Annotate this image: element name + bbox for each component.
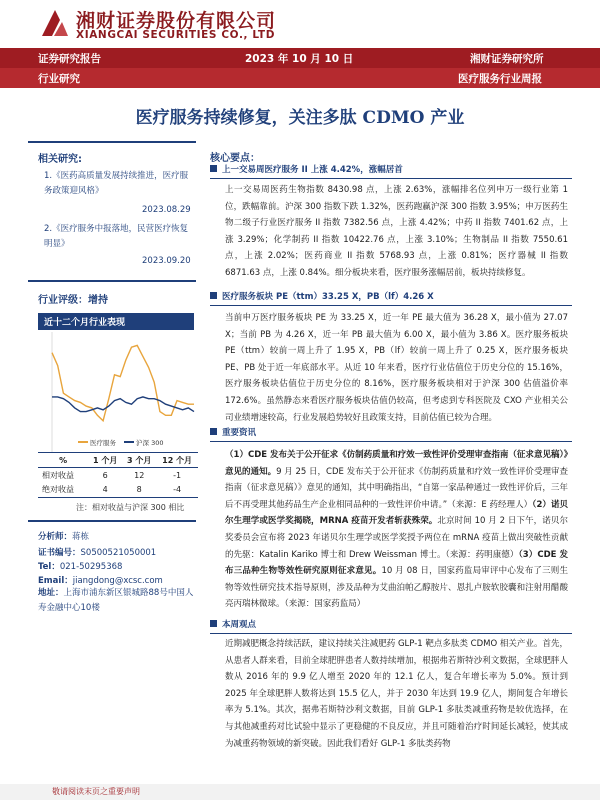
bullet-square-icon [210, 292, 217, 299]
news-body: 9 月 25 日，CDE 发布关于公开征求《仿制药质量和疗效一致性评价受理审查指南（征求意见稿）》意见的通知，其中明确指出，“自第一家品种通过一致性评价后，三年后不再受理其他药品生产企业相同品种的一致性评价申请。”（来源：E 药经理人） [225, 466, 568, 510]
table-cell: 8 [122, 483, 156, 498]
line-chart [38, 332, 198, 452]
table-cell: -1 [173, 470, 182, 480]
section-title: 医疗服务板块 PE（ttm）33.25 X，PB（lf）4.26 X [222, 292, 434, 302]
news-headline: （1）CDE 发布关于公开征求《仿制药质量和疗效一致性评价受理审查指南（征求意见稿）》意见的通知。 [225, 450, 568, 477]
table-note: 注：相对收益与沪深 300 相比 [76, 503, 185, 512]
email-label: Email： [38, 576, 73, 586]
performance-table [38, 452, 198, 498]
cert-label: 证书编号： [38, 548, 81, 558]
paragraph-weekly-review: 上一交易周医药生物指数 8430.98 点，上涨 2.63%，涨幅排名位列申万一级行业第 1 位，跌幅靠前。沪深 300 指数下跌 1.32%，医药跑赢沪深 300 指数 3.95%；申万医药生物二级子行业医疗服务 II 指数 7382.56 点，上涨 4.42%；中药 II 指数 7401.62 点，上涨 3.29%；化学制药 II 指数 10422.76 点，上涨 3.10%；生物制品 II 指数 7550.61 点，上涨 2.02%；医药商业 II 指数 5768.93 点，上涨 0.81%；医疗器械 II 指数 6871.63 点，上涨 0.84%。细分板块来看，医疗服务涨幅居前，板块持续修复。 [225, 185, 568, 278]
page-header [0, 0, 600, 48]
tel-number: 021-50295368 [59, 562, 123, 572]
legend-label-medical: 医疗服务 [90, 439, 116, 447]
category-bar [0, 68, 600, 88]
table-cell: 相对收益 [42, 470, 74, 480]
cert-line [38, 546, 156, 558]
bullet-square-icon [210, 165, 217, 172]
section-heading-news [210, 426, 572, 442]
bullet-square-icon [210, 428, 217, 435]
section-heading-weekly-view [210, 618, 572, 634]
industry-rating: 行业评级：增持 [38, 295, 108, 306]
report-title: 医疗服务持续修复，关注多肽 CDMO 产业 [135, 108, 465, 128]
sidebar-divider [28, 141, 196, 143]
tel-line [38, 560, 122, 572]
email-link[interactable]: jiangdong@xcsc.com [72, 576, 163, 586]
chart-legend [78, 438, 163, 447]
table-cell: 4 [88, 483, 122, 498]
report-category: 行业研究 [38, 73, 80, 85]
address-label: 地址： [38, 588, 64, 598]
report-series: 医疗服务行业周报 [458, 73, 542, 85]
table-row [38, 468, 198, 483]
disclaimer-note: 敬请阅读末页之重要声明 [52, 787, 140, 796]
institute-name: 湘财证券研究所 [470, 53, 544, 65]
table-header: 1 个月 [88, 453, 122, 468]
report-date: 2023 年 10 月 10 日 [245, 53, 354, 65]
related-research-item[interactable]: 2.《医疗服务中报落地，民营医疗恢复明显》 [44, 224, 189, 249]
address-text: 上海市浦东新区银城路88号中国人寿金融中心10楼 [38, 588, 194, 613]
section-heading-valuation [210, 290, 572, 306]
analyst-name: 蒋栋 [72, 532, 90, 542]
table-header: % [38, 453, 88, 468]
sidebar-divider [28, 520, 196, 522]
table-cell: -4 [156, 483, 198, 498]
table-cell: 绝对收益 [38, 483, 88, 498]
report-info-bar [0, 48, 600, 68]
related-research-date: 2023.08.29 [142, 205, 191, 215]
paragraph-weekly-view: 近期减肥概念持续活跃，建议持续关注减肥药 GLP-1 靶点多肽类 CDMO 相关产业。首先，从患者人群来看，目前全球肥胖患者人数持续增加，根据弗若斯特沙利文数据，全球肥胖人数从 2016 年的 9.9 亿人增至 2020 年的 12.1 亿人，复合年增长率为 5.0%。预计到 2025 年全球肥胖人数将达到 15.5 亿人，并于 2030 年达到 19.9 亿人，期间复合年增长率为 5.1%。其次，据弗若斯特沙利文数据，目前 GLP-1 多肽类减重药物是较优选择，在与其他减重药对比试验中显示了更稳健的不良反应，并且可随着治疗时间延长减轻，使其成为减重药物领域的新突破。因此我们看好 GLP-1 多肽类药物 [225, 639, 568, 749]
paragraph-valuation: 当前申万医疗服务板块 PE 为 33.25 X，近一年 PE 最大值为 36.28 X，最小值为 27.07 X；当前 PB 为 4.26 X，近一年 PB 最大值为 6.00 X，最小值为 3.86 X。医疗服务板块 PE（ttm）较前一周上升了 1.95 X，PB（lf）较前一周上升了 0.25 X，医疗服务板块 PE、PB 处于近一年底部水平。从近 10 年来看，医疗行业估值位于历史分位的 15.16%，医疗服务板块估值位于历史分位的 8.16%，医疗服务板块相对于沪深 300 估值溢价率 172.6%。虽然静态来看医疗服务板块估值仍较高，但考虑到专科医院及 CXO 产业相关公司业绩增速较高，行业发展趋势较好且政策支持，目前估值已较为合理。 [225, 313, 568, 423]
company-name-en: XIANGCAI SECURITIES CO., LTD [76, 29, 276, 41]
legend-label-hs300: 沪深 300 [136, 439, 164, 447]
related-research-heading: 相关研究: [38, 154, 82, 165]
table-header: 12 个月 [156, 453, 198, 468]
chart-heading: 近十二个月行业表现 [38, 313, 194, 330]
section-title: 上一交易周医疗服务 II 上涨 4.42%，涨幅居首 [222, 165, 403, 175]
related-research-date: 2023.09.20 [142, 256, 191, 266]
section-title: 重要资讯 [222, 428, 257, 438]
bullet-square-icon [210, 620, 217, 627]
industry-performance-chart [38, 332, 198, 452]
email-line [38, 574, 163, 586]
news-body: 北京时间 10 月 2 日下午，诺贝尔奖委员会宣布将 2023 年诺贝尔生理学或医学奖授予两位在 mRNA 疫苗上做出突破性贡献的先驱：Katalin Kariko 博士和 Drew Weissman 博士。（来源：药明康德） [225, 516, 568, 560]
table-header: 3 个月 [122, 453, 156, 468]
tel-label: Tel： [38, 562, 60, 572]
paragraph-news [225, 447, 568, 613]
page-footer [0, 784, 600, 800]
table-row [38, 483, 198, 498]
core-points-heading: 核心要点： [210, 153, 260, 164]
table-cell: 12 [134, 470, 145, 480]
chart-series-line-0 [52, 345, 194, 420]
news-headline: （2）诺贝尔生理学或医学奖揭晓，MRNA 疫苗开发者斩获殊荣。 [225, 499, 568, 527]
company-logo-icon [38, 6, 72, 40]
analyst-line [38, 530, 89, 542]
address-block [38, 586, 198, 616]
news-body: 10 月 08 日，国家药监局审评中心发布了三则生物等效性研究技术指导原则，涉及品种为艾曲泊帕乙醇胺片、恩扎卢胺软胶囊和注射用醋酸亮丙瑞林微球。（来源：国家药监局） [225, 566, 568, 610]
company-name-cn: 湘财证券股份有限公司 [76, 10, 277, 32]
news-headline: （3）CDE 发布三品种生物等效性研究原则征求意见。 [225, 549, 568, 577]
table-cell: 6 [102, 470, 108, 480]
cert-number: S0500521050001 [80, 548, 157, 558]
section-heading-weekly-review [210, 163, 572, 179]
report-type: 证券研究报告 [38, 53, 101, 65]
analyst-label: 分析师： [38, 532, 73, 542]
sidebar-divider [28, 280, 196, 282]
section-title: 本周观点 [222, 620, 257, 630]
related-research-item[interactable]: 1.《医药高质量发展持续推进，医疗服务政策迎风格》 [44, 171, 189, 196]
